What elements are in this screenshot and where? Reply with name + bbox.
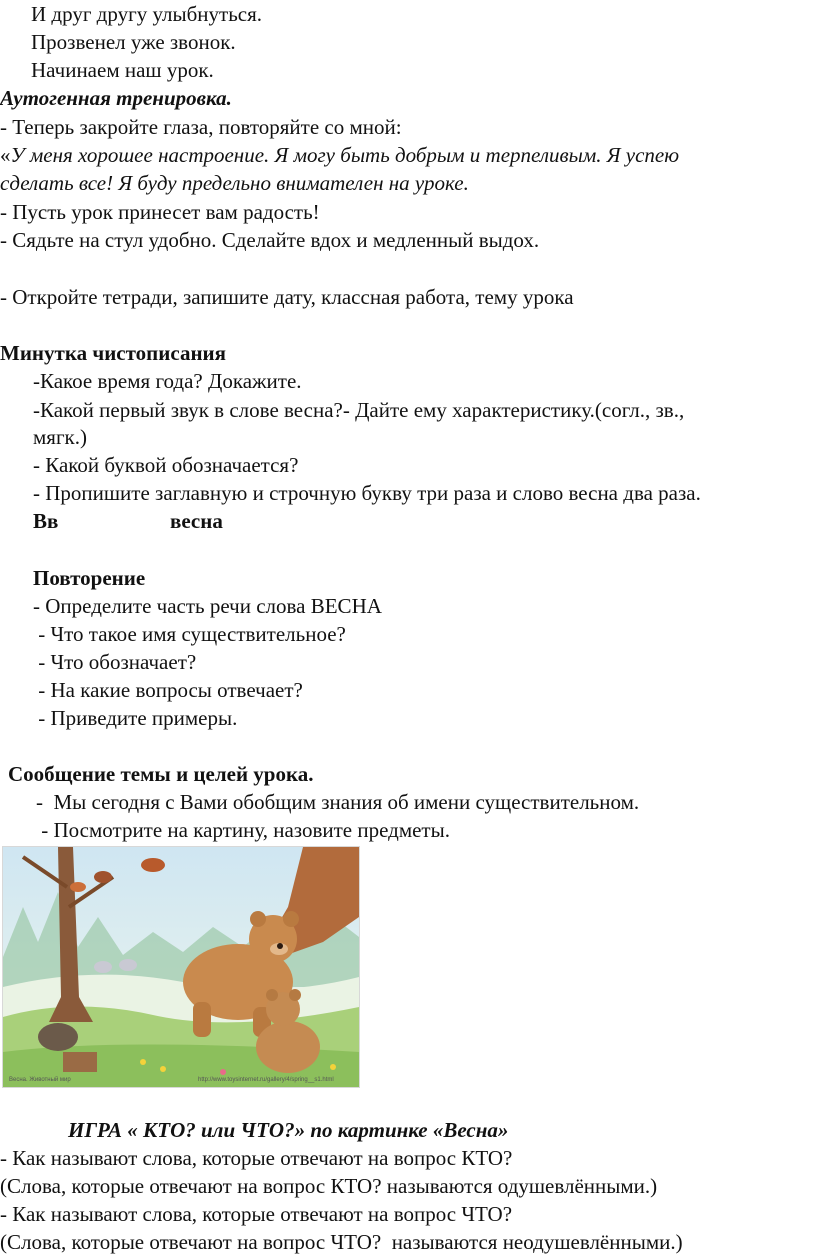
calligraphy-question-2a: -Какой первый звук в слове весна?- Дайте ему характеристику.(согл., зв.,: [33, 398, 685, 422]
review-question-3: - Что обозначает?: [33, 650, 197, 674]
game-answer-who: (Слова, которые отвечают на вопрос КТО? называются одушевлёнными.): [0, 1174, 658, 1198]
quote-text-1: У меня хорошее настроение. Я могу быть добрым и терпеливым. Я успею: [10, 143, 680, 167]
game-heading: ИГРА « КТО? или ЧТО?» по картинке «Весна»: [68, 1118, 509, 1142]
bear-cub: [256, 1021, 320, 1073]
calligraphy-question-3: - Какой буквой обозначается?: [33, 453, 299, 477]
review-question-5: - Приведите примеры.: [33, 706, 238, 730]
autogenic-quote-line-2: сделать все! Я буду предельно внимателен на уроке.: [0, 171, 469, 195]
picture-caption-left: Весна. Животный мир: [9, 1077, 71, 1083]
picture-caption-right: http://www.toysinternet.ru/gallery/4/spring__s1.html: [198, 1077, 334, 1083]
hedgehog: [38, 1023, 78, 1051]
poem-line-3: Начинаем наш урок.: [31, 58, 214, 82]
review-question-4: - На какие вопросы отвечает?: [33, 678, 303, 702]
game-question-who: - Как называют слова, которые отвечают на вопрос КТО?: [0, 1146, 513, 1170]
calligraphy-word: весна: [170, 509, 223, 533]
autogenic-line-breath: - Сядьте на стул удобно. Сделайте вдох и медленный выдох.: [0, 228, 540, 252]
poem-line-2: Прозвенел уже звонок.: [31, 30, 236, 54]
calligraphy-question-4: - Пропишите заглавную и строчную букву три раза и слово весна два раза.: [33, 481, 701, 505]
bird-icon: [94, 871, 112, 883]
calligraphy-question-2b: мягк.): [33, 425, 88, 449]
topic-line-1: - Мы сегодня с Вами обобщим знания об имени существительном.: [36, 790, 640, 814]
game-question-what: - Как называют слова, которые отвечают на вопрос ЧТО?: [0, 1202, 513, 1226]
review-question-2: - Что такое имя существительное?: [33, 622, 346, 646]
review-heading: Повторение: [33, 566, 146, 590]
review-question-1: - Определите часть речи слова ВЕСНА: [33, 594, 382, 618]
autogenic-line-joy: - Пусть урок принесет вам радость!: [0, 200, 320, 224]
tree-stump: [63, 1052, 97, 1072]
quote-mark: «: [0, 143, 11, 167]
calligraphy-heading: Минутка чистописания: [0, 341, 227, 365]
calligraphy-letters: Вв: [33, 509, 59, 533]
spring-scene: [3, 847, 359, 1087]
spring-bears-illustration: [2, 846, 360, 1088]
hare-icon: [94, 961, 112, 973]
game-answer-what: (Слова, которые отвечают на вопрос ЧТО? называются неодушевлёнными.): [0, 1230, 683, 1254]
poem-line-1: И друг другу улыбнуться.: [31, 2, 263, 26]
topic-line-2: - Посмотрите на картину, назовите предметы.: [36, 818, 450, 842]
topic-heading: Сообщение темы и целей урока.: [8, 762, 314, 786]
calligraphy-question-1: -Какое время года? Докажите.: [33, 369, 302, 393]
notebook-instruction: - Откройте тетради, запишите дату, классная работа, тему урока: [0, 285, 574, 309]
bird-icon: [70, 882, 86, 892]
autogenic-heading: Аутогенная тренировка.: [0, 86, 232, 110]
bird-icon: [141, 858, 165, 872]
autogenic-quote-line-1: [0, 142, 679, 169]
hare-icon: [119, 959, 137, 971]
autogenic-instruction: - Теперь закройте глаза, повторяйте со мной:: [0, 115, 402, 139]
